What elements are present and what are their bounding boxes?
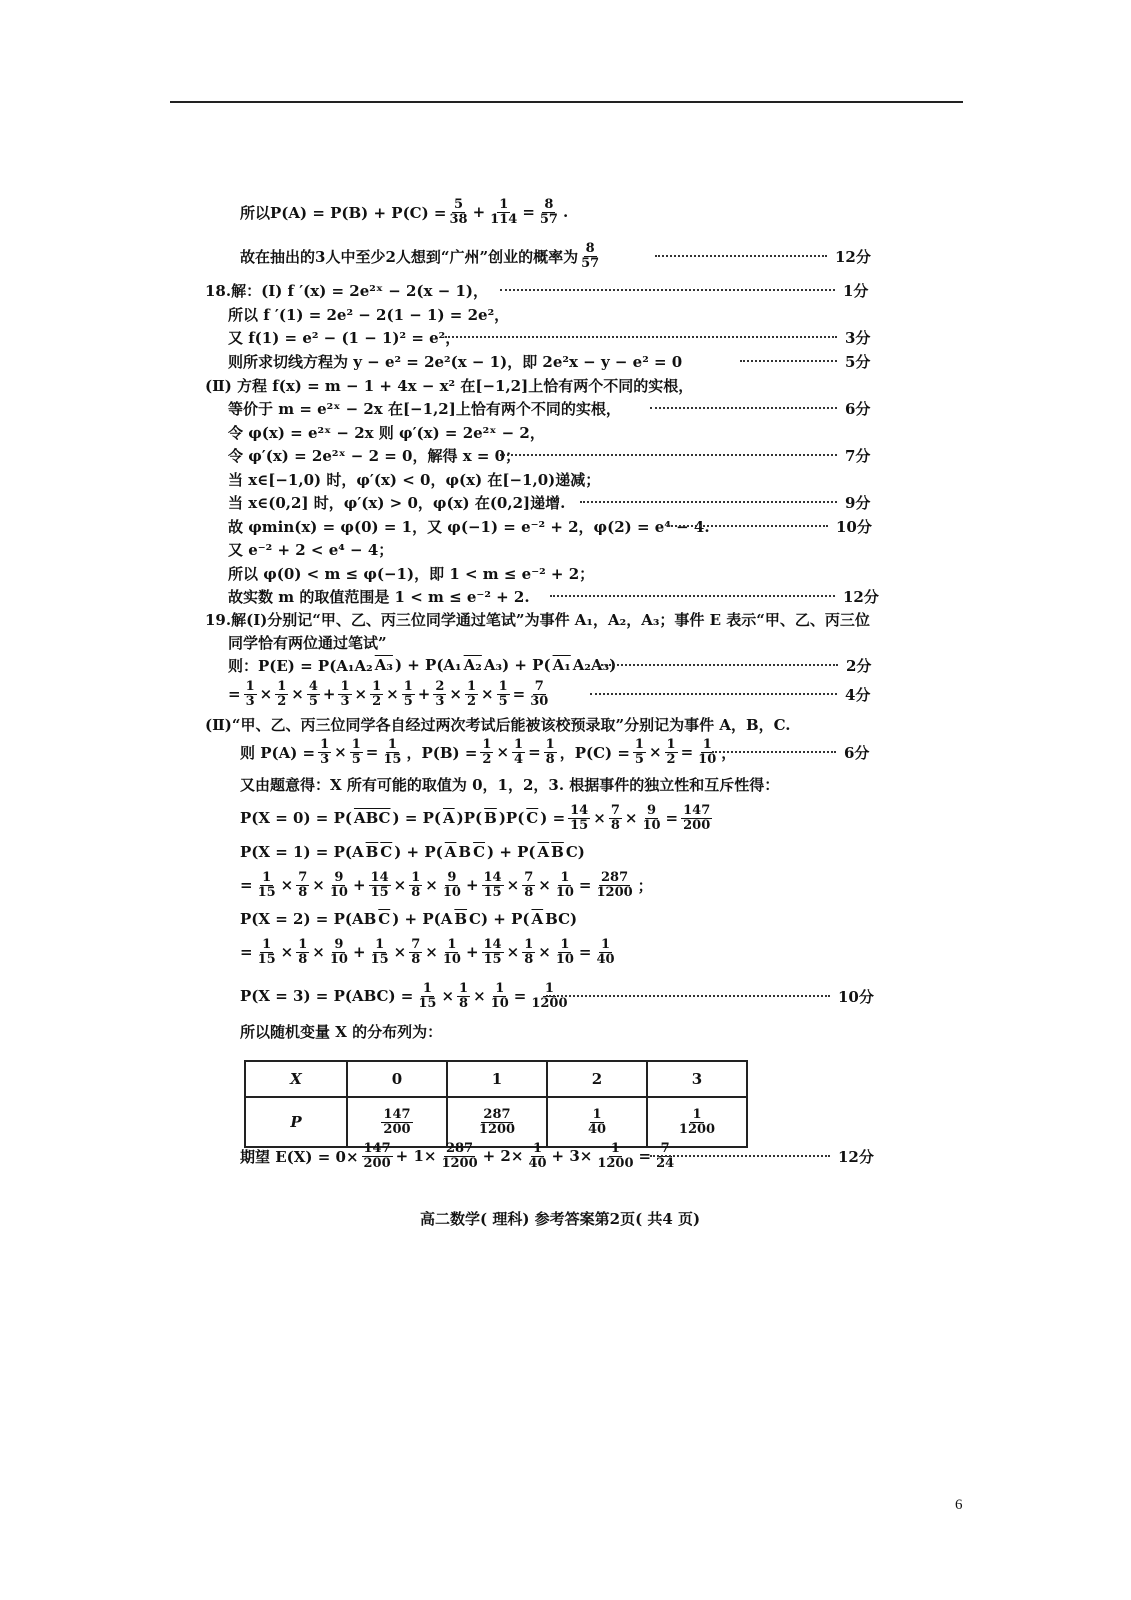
prob-0-den: 200 <box>383 1121 411 1137</box>
line-26-math: P(X = 2) = P(AB $\overline{C}$ ) + P(A $\overline{B}$ C) + P( $\overline{A}$ BC) <box>240 910 578 928</box>
text-line-24 <box>240 840 585 864</box>
table-prob-3 <box>647 1097 747 1147</box>
text-line-23 <box>240 802 713 833</box>
table-header-3: 3 <box>647 1061 747 1097</box>
line-12-text: 当 x∈(0,2] 时，φ′(x) > 0，φ(x) 在(0,2]递增. <box>228 493 566 512</box>
prob-3-num: 1 <box>692 1106 702 1122</box>
line-19-math: 则：P(E) = P(A₁A₂ A₃ ) + P(A₁ A₂ A₃) + P( A₁ A₂A₃) <box>228 656 617 675</box>
score-line-12 <box>580 490 870 514</box>
page-number: 6 <box>955 1497 963 1513</box>
text-line-2 <box>240 240 602 271</box>
line-25-math: = $\frac{1}{15}$ × $\frac{7}{8}$ × $\frac{9}{10}$ + $\frac{14}{15}$ × $\frac{1}{8}$ × $\frac{9}{10}$ + $\frac{14}{15}$ × $\frac{7}{8}$ × $\frac{1}{10}$ = $\frac{287}{1200}$ ； <box>240 869 653 900</box>
line-14-text: 又 e⁻² + 2 < e⁴ − 4； <box>228 540 394 559</box>
table-header-0: 0 <box>347 1061 447 1097</box>
score-12-b: 12分 <box>843 587 879 606</box>
line-2-text: 故在抽出的3人中至少2人想到“广州”创业的概率为 <box>240 247 579 266</box>
text-line-8 <box>228 396 621 420</box>
expectation-math: 期望 E(X) = 0× $\frac{147}{200}$ + 1× $\frac{287}{1200}$ + 2× $\frac{1}{40}$ + 3× $\frac{1}{1200}$ = $\frac{7}{24}$ <box>240 1140 675 1171</box>
text-line-10 <box>228 443 520 467</box>
line-5-text: 又 f(1) = e² − (1 − 1)² = e²， <box>228 328 461 347</box>
line-3-text: 18.解：(Ⅰ) f ′(x) = 2e²ˣ − 2(x − 1)， <box>205 281 489 300</box>
text-line-26 <box>240 907 577 931</box>
prob-2-den: 40 <box>587 1121 607 1137</box>
score-6-a: 6分 <box>845 399 871 418</box>
text-line-15 <box>228 561 594 585</box>
page-footer: 高二数学( 理科) 参考答案第2页( 共4 页) <box>420 1210 701 1228</box>
line-18-text: 同学恰有两位通过笔试” <box>228 633 387 652</box>
line-16-text: 故实数 m 的取值范围是 1 < m ≤ e⁻² + 2. <box>228 587 530 606</box>
table-prob-1 <box>447 1097 547 1147</box>
score-line-21 <box>712 740 869 764</box>
line-19b-math: = $\frac{1}{3}$ × $\frac{1}{2}$ × $\frac{4}{5}$ + $\frac{1}{3}$ × $\frac{1}{2}$ × $\frac{1}{5}$ + $\frac{2}{3}$ × $\frac{1}{2}$ × $\frac{1}{5}$ = $\frac{7}{30}$ <box>228 678 549 709</box>
score-line-2 <box>655 244 871 268</box>
text-line-11 <box>228 467 600 491</box>
text-line-19b <box>228 678 551 709</box>
text-line-18 <box>228 630 387 654</box>
table-prob-row <box>245 1097 747 1147</box>
text-line-3 <box>205 278 488 302</box>
line-9-text: 令 φ(x) = e²ˣ − 2x 则 φ′(x) = 2e²ˣ − 2， <box>228 423 545 442</box>
score-line-27b <box>546 984 874 1008</box>
table-header-2: 2 <box>547 1061 647 1097</box>
line-8-text: 等价于 m = e²ˣ − 2x 在[−1,2]上恰有两个不同的实根， <box>228 399 621 418</box>
line-4-text: 所以 f ′(1) = 2e² − 2(1 − 1) = 2e²， <box>228 305 510 324</box>
line-24-math: P(X = 1) = P(A $\overline{B}$ $\overline{C}$ ) + P( $\overline{A}$ B $\overline{C}$ ) + P( $\overline{A}$ $\overline{B}$ C) <box>240 843 585 861</box>
line-21-math: 则 P(A) = $\frac{1}{3}$ × $\frac{1}{5}$ = $\frac{1}{15}$ ，P(B) = $\frac{1}{2}$ × $\frac{1}{4}$ = $\frac{1}{8}$ ，P(C) = $\frac{1}{5}$ × $\frac{1}{2}$ = $\frac{1}{10}$ ， <box>240 736 737 767</box>
score-4: 4分 <box>845 685 871 704</box>
table-header-row <box>245 1061 747 1097</box>
text-line-5 <box>228 325 460 349</box>
text-line-25 <box>240 869 653 900</box>
prob-1-den: 1200 <box>478 1121 516 1137</box>
score-line-16 <box>550 584 879 608</box>
distribution-table <box>244 1060 748 1148</box>
score-line-19 <box>598 653 871 677</box>
prob-3-den: 1200 <box>678 1121 716 1137</box>
table-header-1: 1 <box>447 1061 547 1097</box>
score-9: 9分 <box>845 493 871 512</box>
text-line-27b <box>240 980 571 1011</box>
table-header-x: X <box>245 1061 347 1097</box>
text-line-13 <box>228 514 710 538</box>
score-line-expectation <box>650 1144 874 1168</box>
text-line-9 <box>228 420 545 444</box>
score-line-8 <box>650 396 870 420</box>
score-12-a: 12分 <box>835 247 871 266</box>
text-line-1 <box>240 196 569 227</box>
text-line-6 <box>228 349 682 373</box>
table-prob-0 <box>347 1097 447 1147</box>
line-10-text: 令 φ′(x) = 2e²ˣ − 2 = 0，解得 x = 0； <box>228 446 521 465</box>
line-1-math: $\frac{5}{38}$ + $\frac{1}{114}$ = $\frac{8}{57}$ . <box>449 196 569 227</box>
score-10-b: 10分 <box>838 987 874 1006</box>
score-12-c: 12分 <box>838 1147 874 1166</box>
table-row-label: P <box>245 1097 347 1147</box>
score-line-10 <box>500 443 870 467</box>
text-line-expectation <box>240 1140 677 1171</box>
score-1: 1分 <box>843 281 869 300</box>
line-13-text: 故 φmin(x) = φ(0) = 1，又 φ(−1) = e⁻² + 2，φ(2) = e⁴ − 4. <box>228 517 710 536</box>
line-23-math: P(X = 0) = P( $\overline{ABC}$ ) = P( $\overline{A}$ )P( $\overline{B}$ )P( $\overline{C}$ ) = $\frac{14}{15}$ × $\frac{7}{8}$ × $\frac{9}{10}$ = $\frac{147}{200}$ <box>240 802 711 833</box>
score-3: 3分 <box>845 328 871 347</box>
line-20-text: (Ⅱ)“甲、乙、丙三位同学各自经过两次考试后能被该校预录取”分别记为事件 A，B，C. <box>205 715 791 734</box>
line-1-text: 所以P(A) = P(B) + P(C) = <box>240 203 447 222</box>
text-line-19 <box>228 653 616 677</box>
score-line-19b <box>590 682 870 706</box>
top-rule <box>170 101 963 103</box>
prob-1-num: 287 <box>483 1106 511 1122</box>
line-28-text: 所以随机变量 X 的分布列为： <box>240 1022 443 1041</box>
text-line-21 <box>240 736 737 767</box>
line-27b-math: P(X = 3) = P(ABC) = $\frac{1}{15}$ × $\frac{1}{8}$ × $\frac{1}{10}$ = $\frac{1}{1200}$ <box>240 980 568 1011</box>
score-line-3 <box>500 278 868 302</box>
table-prob-2 <box>547 1097 647 1147</box>
line-7-text: (Ⅱ) 方程 f(x) = m − 1 + 4x − x² 在[−1,2]上恰有两个不同的实根， <box>205 376 694 395</box>
text-line-17 <box>205 607 870 631</box>
text-line-12 <box>228 490 565 514</box>
text-line-14 <box>228 537 393 561</box>
line-17-text: 19.解(Ⅰ)分别记“甲、乙、丙三位同学通过笔试”为事件 A₁，A₂，A₃；事件 E 表示“甲、乙、丙三位 <box>205 610 870 629</box>
text-line-16 <box>228 584 530 608</box>
line-22-text: 又由题意得：X 所有可能的取值为 0，1，2，3. 根据事件的独立性和互斥性得： <box>240 775 780 794</box>
text-line-28 <box>240 1019 442 1043</box>
text-line-4 <box>228 302 509 326</box>
text-line-7 <box>205 373 693 397</box>
line-6-text: 则所求切线方程为 y − e² = 2e²(x − 1)，即 2e²x − y − e² = 0 <box>228 352 683 371</box>
score-2: 2分 <box>846 656 872 675</box>
line-15-text: 所以 φ(0) < m ≤ φ(−1)，即 1 < m ≤ e⁻² + 2； <box>228 564 595 583</box>
score-5: 5分 <box>845 352 871 371</box>
score-line-5 <box>445 325 870 349</box>
score-7: 7分 <box>845 446 871 465</box>
line-11-text: 当 x∈[−1,0) 时，φ′(x) < 0，φ(x) 在[−1,0)递减； <box>228 470 601 489</box>
score-6-b: 6分 <box>844 743 870 762</box>
prob-0-num: 147 <box>383 1106 411 1122</box>
line-27-math: = $\frac{1}{15}$ × $\frac{1}{8}$ × $\frac{9}{10}$ + $\frac{1}{15}$ × $\frac{7}{8}$ × $\frac{1}{10}$ + $\frac{14}{15}$ × $\frac{1}{8}$ × $\frac{1}{10}$ = $\frac{1}{40}$ <box>240 936 615 967</box>
score-line-13 <box>668 514 872 538</box>
score-10-a: 10分 <box>836 517 872 536</box>
score-line-6 <box>740 349 870 373</box>
line-2-fraction: $\frac{8}{57}$ <box>581 240 600 271</box>
text-line-20 <box>205 712 791 736</box>
text-line-22 <box>240 772 779 796</box>
prob-2-num: 1 <box>592 1106 602 1122</box>
text-line-27 <box>240 936 618 967</box>
